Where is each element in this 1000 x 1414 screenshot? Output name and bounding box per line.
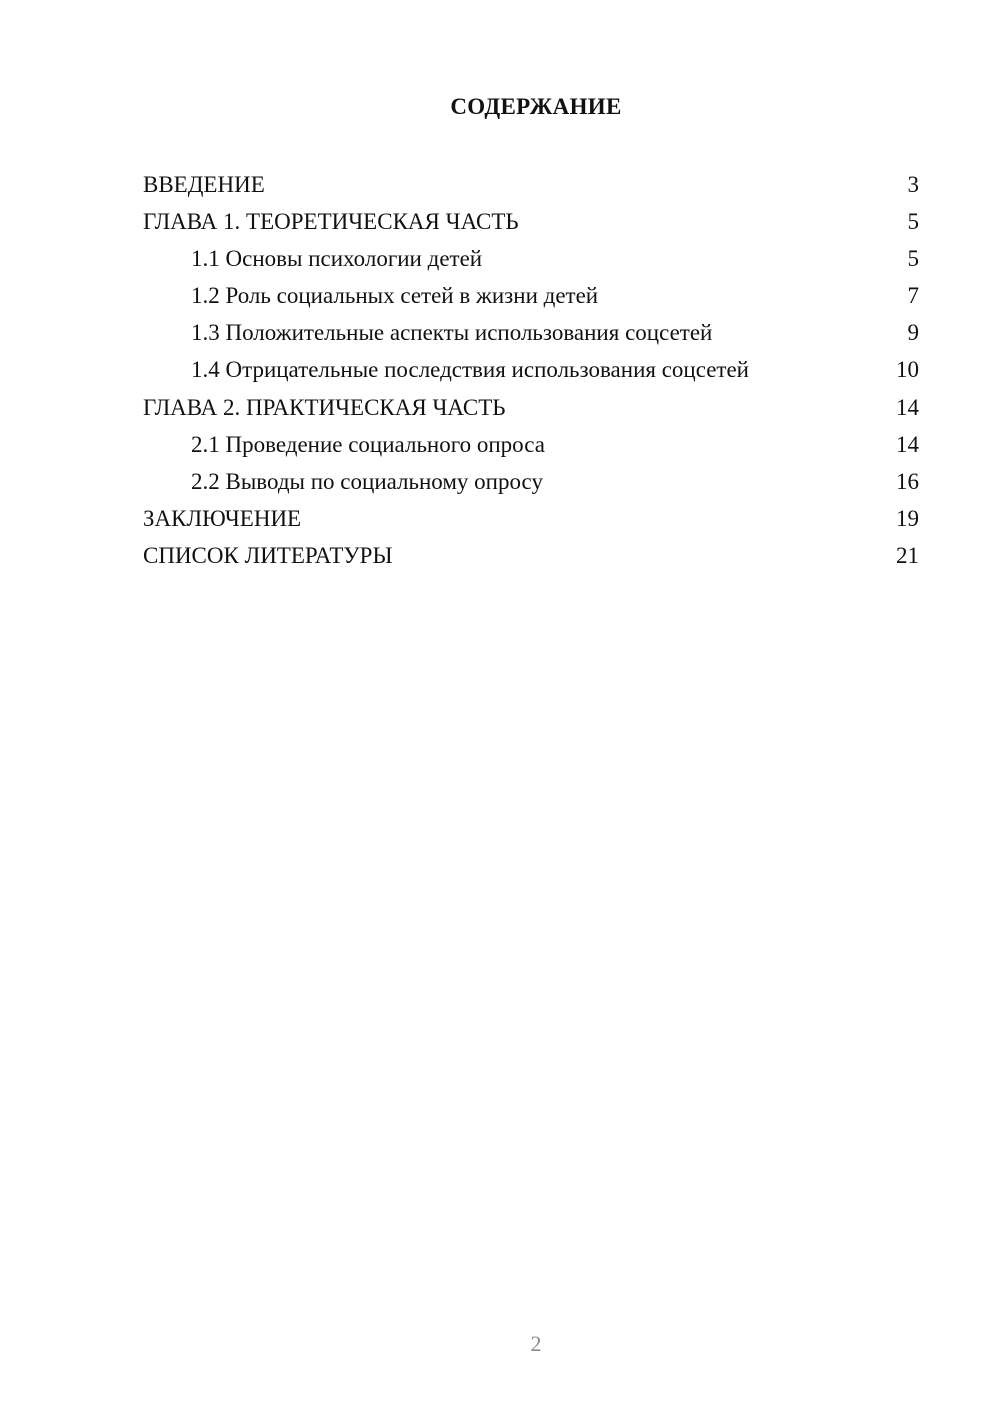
page-number: 2 [530, 1331, 542, 1356]
page-title: СОДЕРЖАНИЕ [450, 94, 622, 119]
toc-entry-page: 10 [896, 357, 919, 383]
toc-entry-page: 7 [907, 283, 919, 309]
toc-entry-section-1-3[interactable] [143, 314, 919, 351]
toc-entry-page: 9 [907, 320, 919, 346]
toc-entry-label: 2.1 Проведение социального опроса [191, 431, 545, 457]
toc-entry-label: 1.2 Роль социальных сетей в жизни детей [191, 283, 599, 309]
toc-entry-chapter-2[interactable] [143, 389, 919, 426]
toc-entry-page: 16 [896, 468, 919, 494]
table-of-contents [143, 166, 919, 574]
toc-entry-label: СПИСОК ЛИТЕРАТУРЫ [143, 542, 393, 568]
toc-entry-label: ЗАКЛЮЧЕНИЕ [143, 505, 302, 531]
toc-entry-references[interactable] [143, 537, 919, 574]
toc-entry-label: ГЛАВА 1. ТЕОРЕТИЧЕСКАЯ ЧАСТЬ [143, 209, 519, 235]
toc-entry-page: 19 [896, 505, 919, 531]
toc-entry-section-1-1[interactable] [143, 240, 919, 277]
toc-entry-label: ВВЕДЕНИЕ [143, 172, 265, 197]
toc-entry-label: ГЛАВА 2. ПРАКТИЧЕСКАЯ ЧАСТЬ [143, 394, 506, 420]
toc-entry-chapter-1[interactable] [143, 203, 919, 240]
toc-entry-label: 2.2 Выводы по социальному опросу [191, 468, 543, 494]
toc-entry-section-1-4[interactable] [143, 351, 919, 388]
toc-entry-introduction[interactable] [143, 166, 919, 203]
toc-entry-page: 14 [896, 431, 919, 457]
toc-entry-section-2-1[interactable] [143, 426, 919, 463]
toc-entry-section-2-2[interactable] [143, 463, 919, 500]
toc-entry-page: 5 [907, 246, 919, 272]
toc-entry-label: 1.3 Положительные аспекты использования соцсетей [191, 320, 713, 346]
toc-entry-label: 1.1 Основы психологии детей [191, 246, 483, 272]
toc-entry-conclusion[interactable] [143, 500, 919, 537]
toc-entry-label: 1.4 Отрицательные последствия использования соцсетей [191, 357, 749, 383]
toc-entry-page: 21 [896, 542, 919, 568]
toc-entry-page: 14 [896, 394, 919, 420]
toc-entry-page: 5 [907, 209, 919, 235]
toc-entry-section-1-2[interactable] [143, 277, 919, 314]
toc-entry-page: 3 [907, 172, 919, 197]
